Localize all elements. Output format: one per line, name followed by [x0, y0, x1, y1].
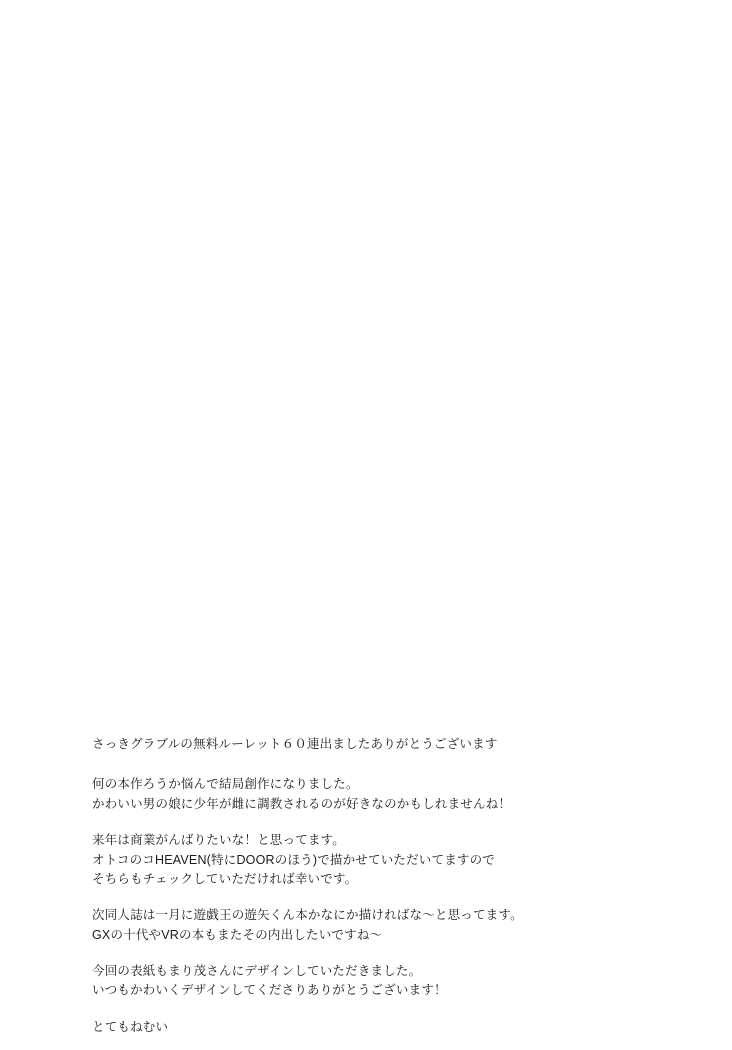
afterword-line: そちらもチェックしていただければ幸いです。 [92, 871, 358, 886]
afterword-line: さっきグラブルの無料ルーレット６０連出ましたありがとうございます [92, 737, 498, 751]
afterword-line: GXの十代やVRの本もまたその内出したいですね〜 [92, 927, 383, 942]
afterword-line: オトコのコHEAVEN(特にDOORのほう)で描かせていただいてますので [92, 852, 496, 867]
afterword-line: かわいい男の娘に少年が雌に調教されるのが好きなのかもしれませんね！ [92, 796, 512, 811]
afterword-text-block [92, 735, 652, 1037]
afterword-paragraph-closing [92, 1018, 652, 1037]
afterword-line: 次同人誌は一月に遊戯王の遊矢くん本かなにか描ければな〜と思ってます。 [92, 908, 523, 923]
afterword-line: 来年は商業がんばりたいな！と思ってます。 [92, 833, 346, 848]
afterword-line: 何の本作ろうか悩んで結局創作になりました。 [92, 777, 359, 792]
afterword-paragraph-next-year-plans [92, 831, 652, 889]
afterword-line: いつもかわいくデザインしてくださりありがとうございます！ [92, 983, 447, 998]
afterword-paragraph-cover-credit [92, 962, 652, 1001]
afterword-paragraph-about-this-book [92, 775, 652, 814]
afterword-line: 今回の表紙もまり茂さんにデザインしていただきました。 [92, 964, 422, 978]
afterword-paragraph-greeting [92, 735, 652, 754]
afterword-line: とてもねむい [92, 1019, 169, 1034]
afterword-paragraph-next-doujinshi [92, 906, 652, 945]
